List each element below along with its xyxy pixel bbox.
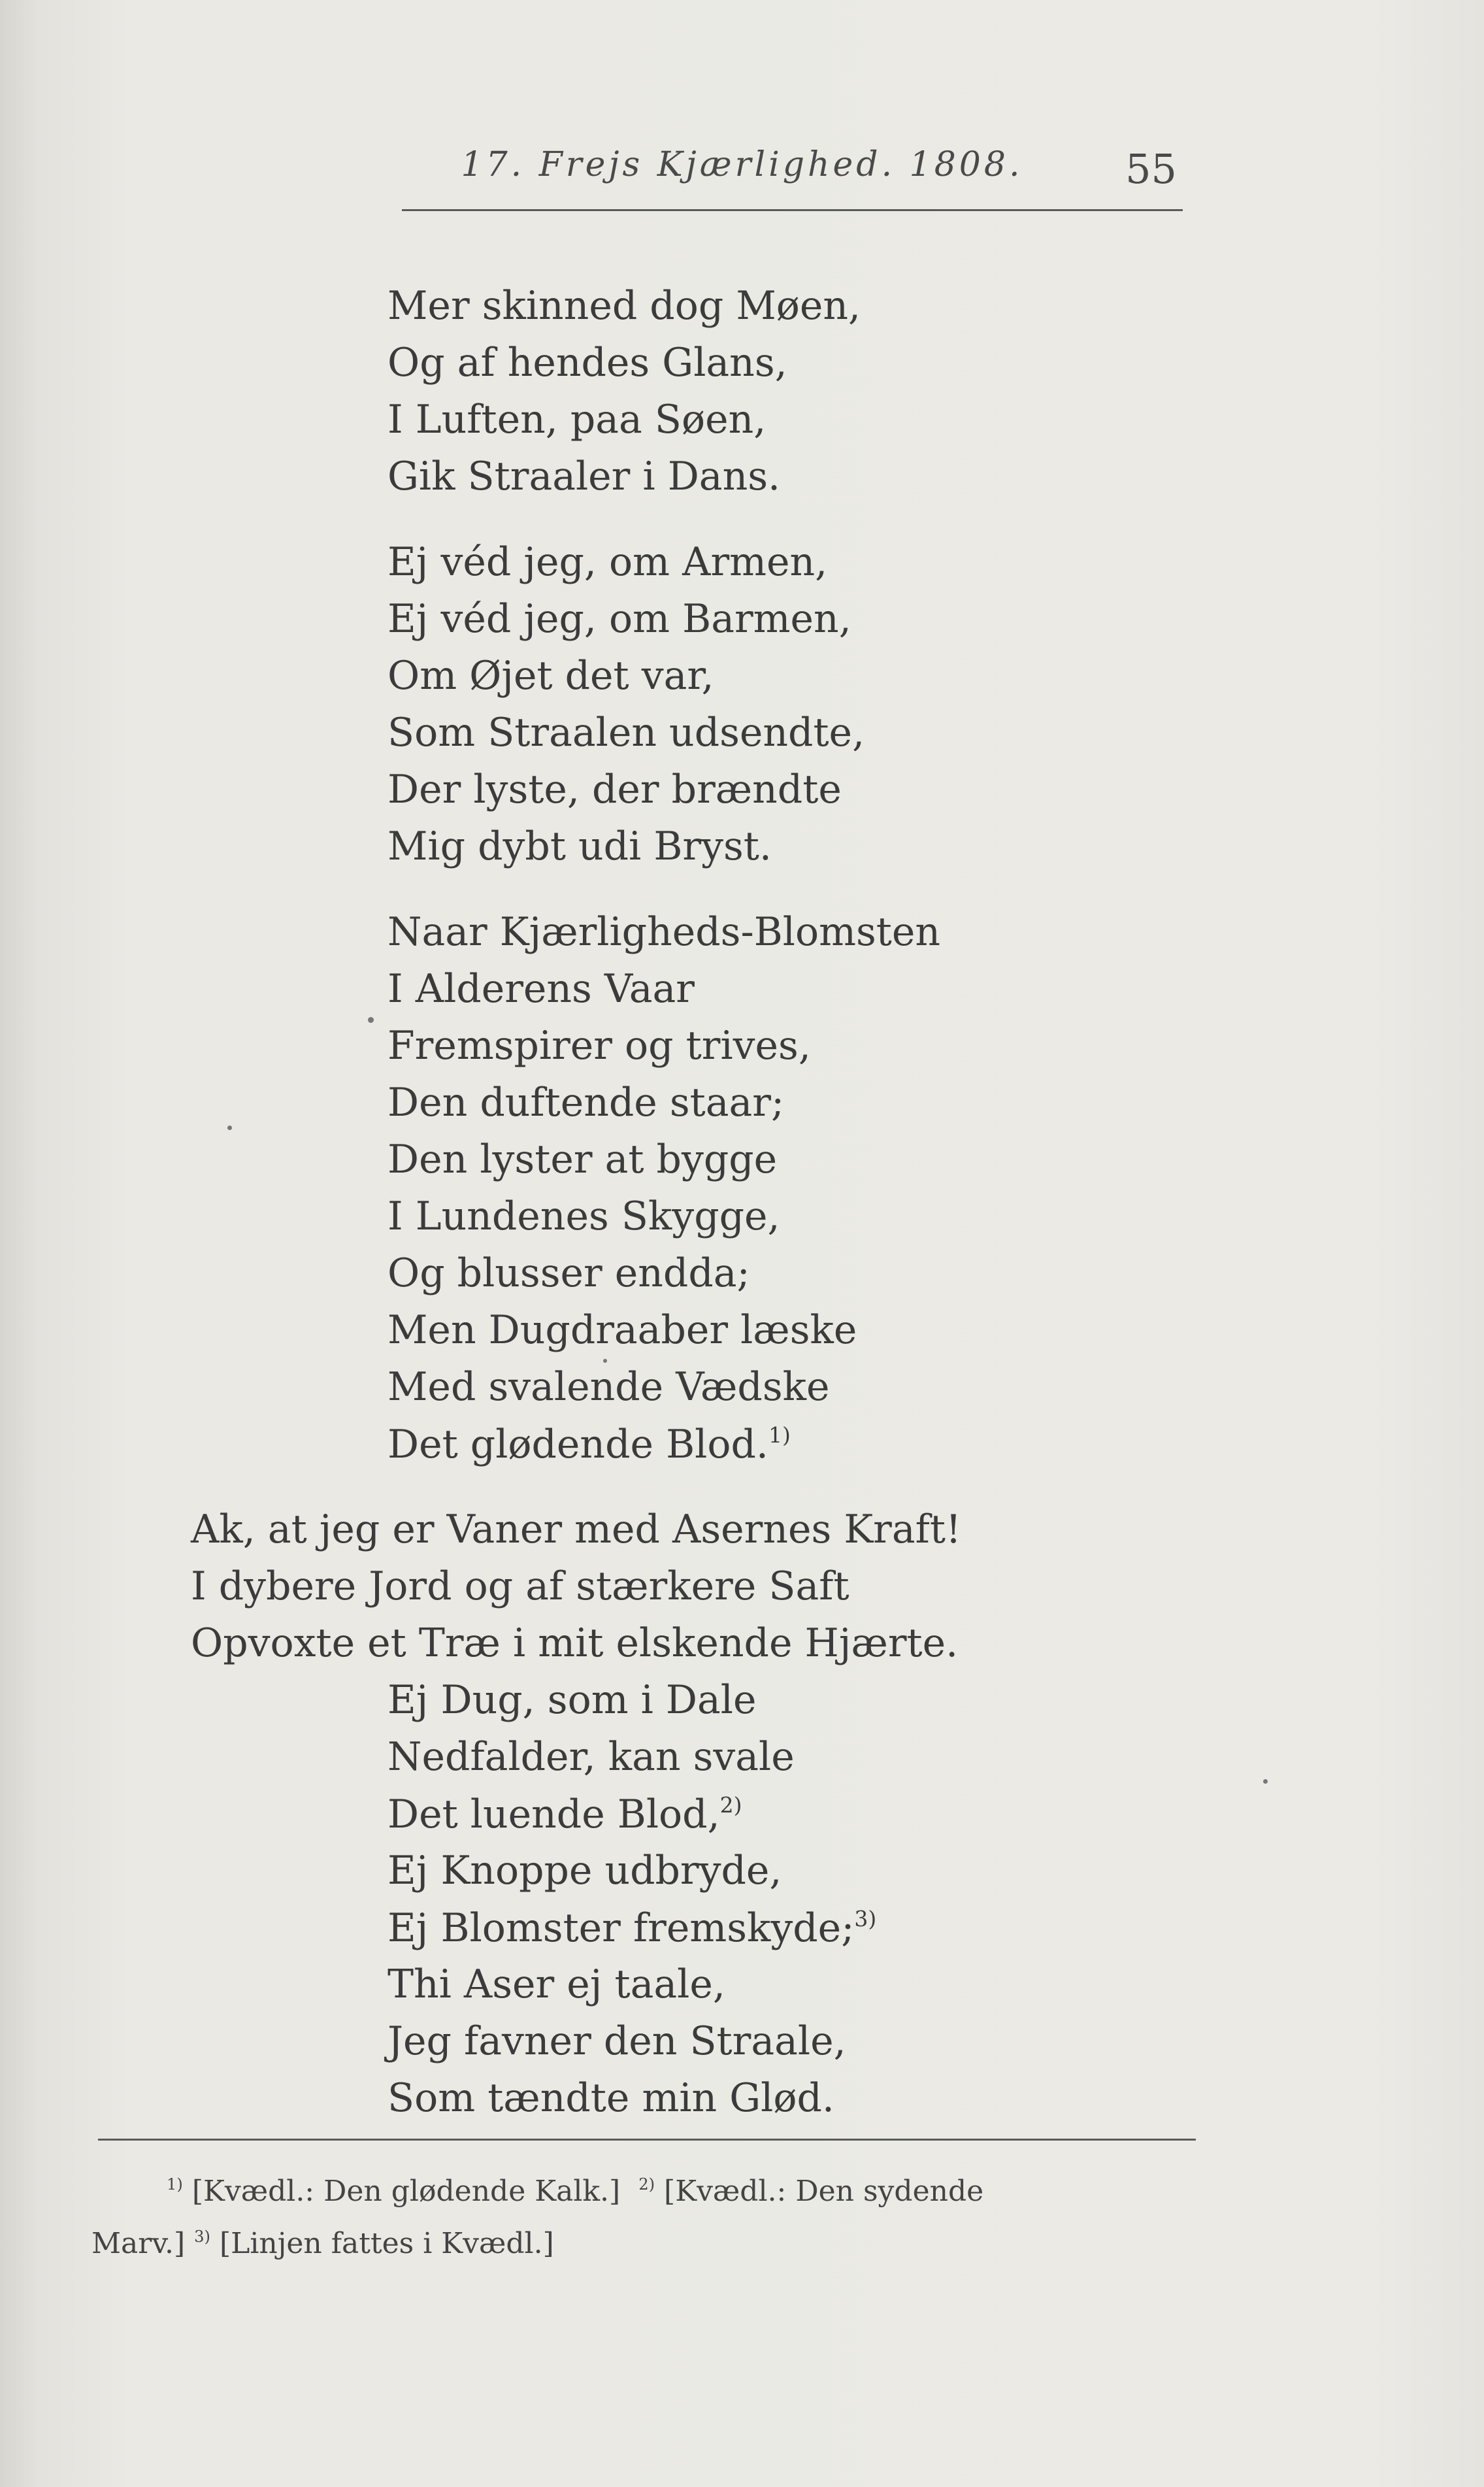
poem-line: Der lyste, der brændte — [387, 767, 842, 812]
poem-line: I Luften, paa Søen, — [387, 397, 767, 442]
poem-line: Om Øjet det var, — [387, 653, 714, 699]
print-speck — [603, 1359, 607, 1363]
footnote-text: [Kvædl.: Den glødende Kalk.] — [191, 2174, 621, 2208]
poem-line: Og af hendes Glans, — [387, 340, 787, 386]
footnote-text: [Kvædl.: Den sydende — [664, 2174, 984, 2208]
poem-line: Ej Dug, som i Dale — [387, 1677, 757, 1723]
poem-line-text: Det glødende Blod. — [387, 1422, 768, 1468]
footnote-rule — [98, 2139, 1196, 2141]
footnote-mark: 1) — [167, 2175, 183, 2194]
poem-line-text: Det luende Blod, — [387, 1792, 720, 1838]
poem-line: Ej Knoppe udbryde, — [387, 1848, 782, 1894]
poem-line — [387, 1422, 791, 1468]
print-speck — [368, 1017, 374, 1023]
poem-line: Som Straalen udsendte, — [387, 710, 865, 756]
footnote-text: [Linjen fattes i Kvædl.] — [219, 2226, 554, 2260]
poem-line: Mig dybt udi Bryst. — [387, 824, 772, 869]
print-speck — [1263, 1779, 1268, 1784]
poem-line: Fremspirer og trives, — [387, 1023, 811, 1069]
poem-line: I Lundenes Skygge, — [387, 1193, 780, 1239]
footnote-ref: 2) — [719, 1792, 742, 1818]
footnote-ref: 1) — [768, 1422, 791, 1448]
footnote-text: Marv.] — [91, 2226, 186, 2260]
poem-line-text: Ej Blomster fremskyde; — [387, 1905, 855, 1952]
poem-line-long: I dybere Jord og af stærkere Saft — [191, 1563, 849, 1609]
poem-line: Som tændte min Glød. — [387, 2075, 834, 2121]
footnote-ref: 3) — [854, 1906, 877, 1931]
poem-line: I Alderens Vaar — [387, 966, 695, 1012]
poem-line: Den lyster at bygge — [387, 1137, 778, 1182]
header-rule — [402, 209, 1183, 211]
footnote-line-1 — [167, 2174, 984, 2208]
poem-line: Gik Straaler i Dans. — [387, 454, 781, 499]
footnote-mark: 2) — [638, 2175, 655, 2194]
footnote-line-2 — [91, 2226, 554, 2260]
footnote-mark: 3) — [194, 2228, 210, 2246]
poem-line: Mer skinned dog Møen, — [387, 283, 861, 329]
poem-line: Og blusser endda; — [387, 1250, 750, 1296]
poem-line: Men Dugdraaber læske — [387, 1307, 857, 1353]
poem-line: Jeg favner den Straale, — [387, 2018, 846, 2064]
poem-line: Naar Kjærligheds-Blomsten — [387, 909, 941, 955]
print-speck — [227, 1126, 232, 1130]
poem-line: Den duftende staar; — [387, 1080, 785, 1126]
running-header: 17. Frejs Kjærlighed. 1808. — [461, 145, 1023, 184]
poem-line: Thi Aser ej taale, — [387, 1961, 725, 2007]
poem-line: Nedfalder, kan svale — [387, 1734, 795, 1780]
poem-line — [387, 1792, 742, 1838]
poem-line: Ej véd jeg, om Armen, — [387, 539, 828, 585]
poem-line-long: Opvoxte et Træ i mit elskende Hjærte. — [191, 1620, 959, 1666]
poem-line — [387, 1905, 877, 1952]
poem-line: Med svalende Vædske — [387, 1364, 830, 1410]
poem-line: Ej véd jeg, om Barmen, — [387, 596, 851, 642]
poem-line-long: Ak, at jeg er Vaner med Asernes Kraft! — [191, 1507, 962, 1552]
page-number: 55 — [1125, 145, 1177, 193]
